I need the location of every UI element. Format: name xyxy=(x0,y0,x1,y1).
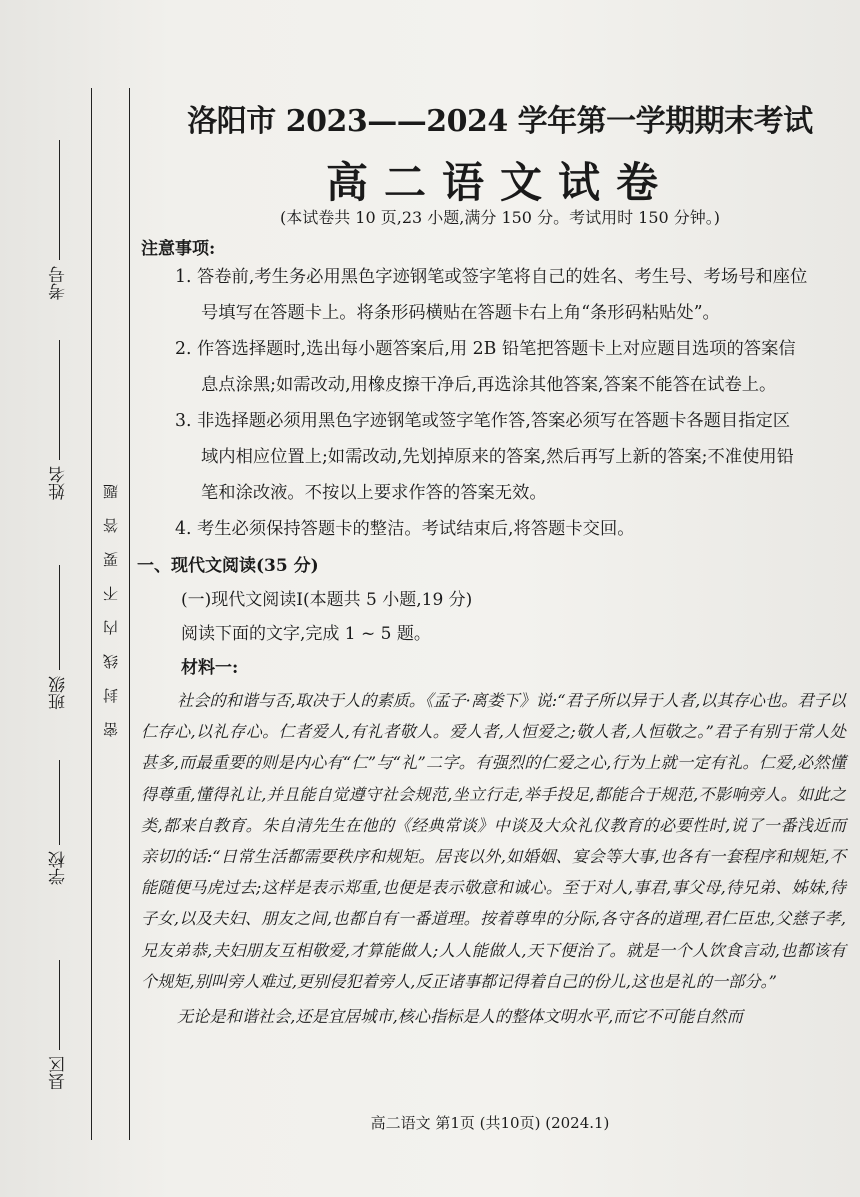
notice-item xyxy=(141,511,846,547)
binding-line-outer xyxy=(91,88,92,1140)
field-school[interactable] xyxy=(44,760,74,891)
reading-instruction: 阅读下面的文字,完成 1 ~ 5 题。 xyxy=(181,624,431,644)
notice-heading: 注意事项: xyxy=(141,239,216,259)
exam-title: 洛阳市 2023——2024 学年第一学期期末考试 xyxy=(187,104,813,139)
page-footer: 高二语文 第1页 (共10页) (2024.1) xyxy=(370,1114,610,1132)
notice-line: 笔和涂改液。不按以上要求作答的答案无效。 xyxy=(201,483,547,503)
field-line xyxy=(59,565,60,670)
field-label: 学校 xyxy=(48,851,69,885)
field-class[interactable] xyxy=(44,565,74,716)
field-district[interactable] xyxy=(44,960,74,1096)
field-name[interactable] xyxy=(44,340,74,506)
material-paragraph: 社会的和谐与否,取决于人的素质。《孟子·离娄下》说:“君子所以异于人者,以其存心也。君子以仁存心,以礼存心。仁者爱人,有礼者敬人。爱人者,人恒爱之;敬人者,人恒敬之。”君子有别于常人处甚多,而最重要的则是内心有“仁”与“礼”二字。有强烈的仁爱之心,行为上就一定有礼。仁爱,必然懂得尊重,懂得礼让,并且能自觉遵守社会规范,坐立行走,举手投足,都能合于规范,不影响旁人。如此之类,都来自教育。朱自清先生在他的《经典常谈》中谈及大众礼仪教育的必要性时,说了一番浅近而亲切的话:“日常生活都需要秩序和规矩。居丧以外,如婚姻、宴会等大事,也各有一套程序和规矩,不能随便马虎过去;这样是表示郑重,也便是表示敬意和诚心。至于对人,事君,事父母,待兄弟、姊妹,待子女,以及夫妇、朋友之间,也都自有一番道理。按着尊卑的分际,各守各的道理,君仁臣忠,父慈子孝,兄友弟恭,夫妇朋友互相敬爱,才算能做人;人人能做人,天下便治了。就是一个人饮食言动,也都该有个规矩,别叫旁人难过,更别侵犯着旁人,反正诸事都记得着自己的份儿,这也是礼的一部分。” xyxy=(141,691,846,991)
material-label: 材料一: xyxy=(181,658,239,678)
notice-item xyxy=(141,259,846,331)
field-exam-number[interactable] xyxy=(44,140,74,306)
notice-line: 域内相应位置上;如需改动,先划掉原来的答案,然后再写上新的答案;不准使用铅 xyxy=(201,447,794,467)
exam-subtitle: 高二语文试卷 xyxy=(325,158,674,207)
notice-line: 2. 作答选择题时,选出每小题答案后,用 2B 铅笔把答题卡上对应题目选项的答案信 xyxy=(175,339,796,359)
field-line xyxy=(59,140,60,260)
notice-line: 4. 考生必须保持答题卡的整洁。考试结束后,将答题卡交回。 xyxy=(175,519,635,539)
notice-line: 号填写在答题卡上。将条形码横贴在答题卡右上角“条形码粘贴处”。 xyxy=(201,303,720,323)
subsection-heading: (一)现代文阅读Ⅰ(本题共 5 小题,19 分) xyxy=(181,590,473,610)
notice-item xyxy=(141,331,846,403)
notice-line: 息点涂黑;如需改动,用橡皮擦干净后,再选涂其他答案,答案不能答在试卷上。 xyxy=(201,375,777,395)
field-label: 姓名 xyxy=(48,466,69,500)
notice-line: 3. 非选择题必须用黑色字迹钢笔或签字笔作答,答案必须写在答题卡各题目指定区 xyxy=(175,411,791,431)
notice-line: 1. 答卷前,考生务必用黑色字迹钢笔或签字笔将自己的姓名、考生号、考场号和座位 xyxy=(175,267,808,287)
exam-body xyxy=(137,228,846,1032)
seal-line-note: 密封线内不要答题 xyxy=(102,465,120,737)
material-text xyxy=(141,685,846,1032)
field-label: 县区 xyxy=(48,1056,69,1090)
field-label: 考号 xyxy=(48,266,69,300)
binding-line-inner xyxy=(129,88,130,1140)
section-heading: 一、现代文阅读(35 分) xyxy=(137,556,319,576)
field-label: 班级 xyxy=(48,676,69,710)
notice-item xyxy=(141,403,846,511)
material-paragraph: 无论是和谐社会,还是宜居城市,核心指标是人的整体文明水平,而它不可能自然而 xyxy=(177,1007,743,1027)
field-line xyxy=(59,340,60,460)
exam-info: (本试卷共 10 页,23 小题,满分 150 分。考试用时 150 分钟。) xyxy=(279,208,721,227)
field-line xyxy=(59,960,60,1050)
field-line xyxy=(59,760,60,845)
